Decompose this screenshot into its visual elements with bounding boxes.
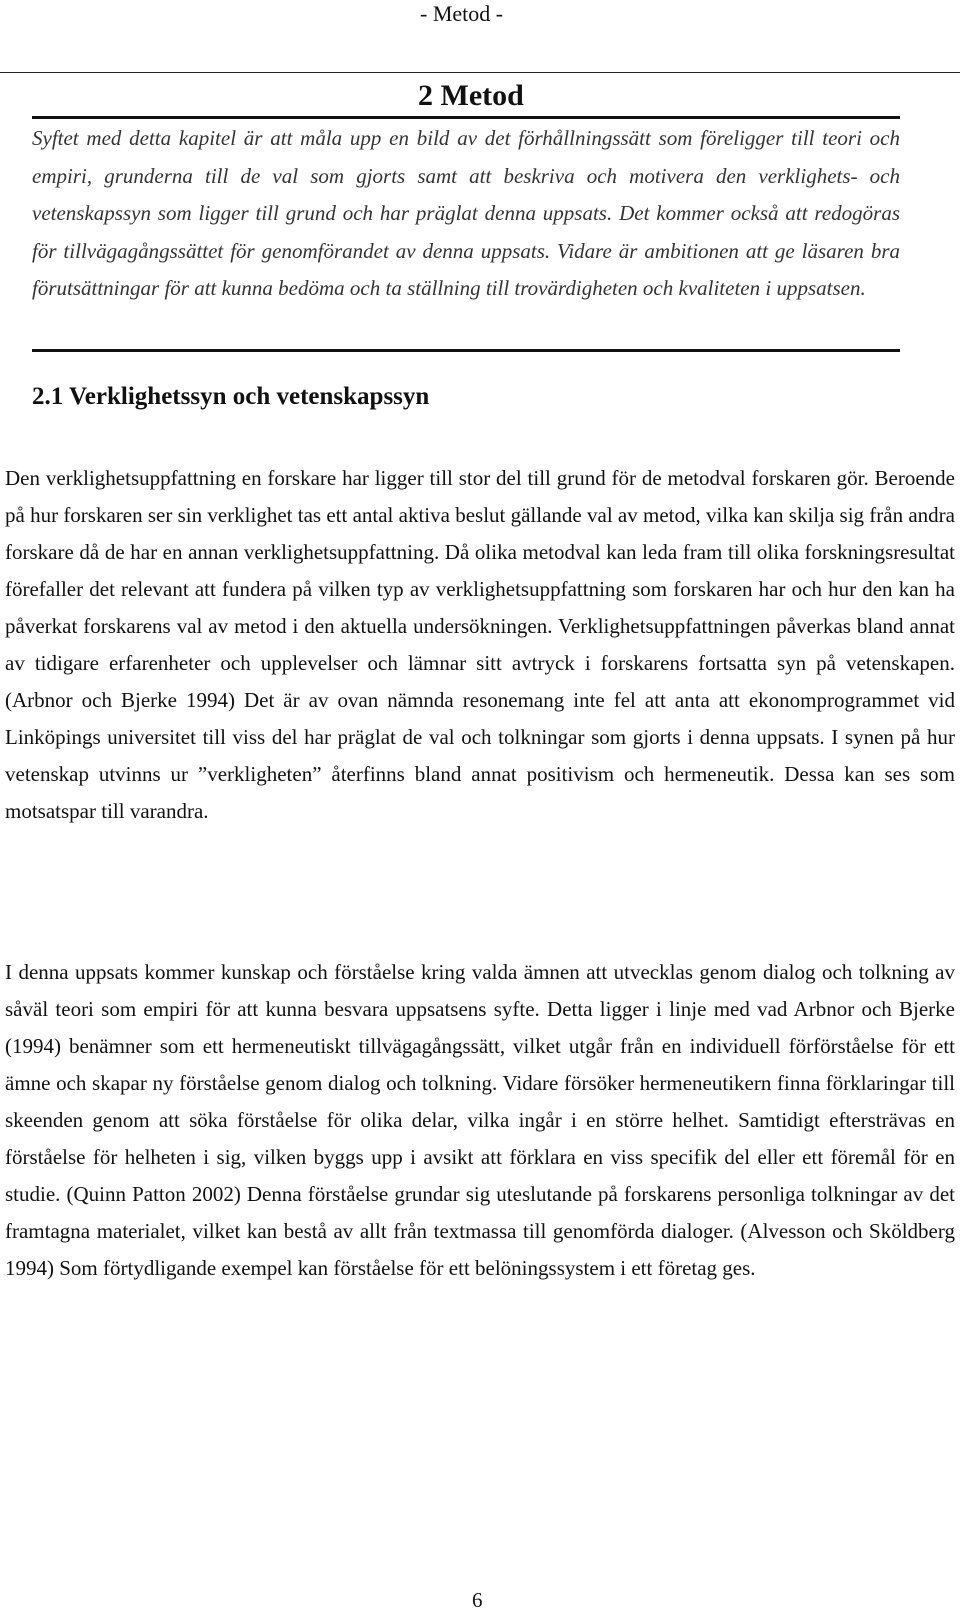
page-number: 6 <box>472 1588 483 1612</box>
body-paragraph-2: I denna uppsats kommer kunskap och förståelse kring valda ämnen att utvecklas genom dialog och tolkning av såväl teori som empiri för att kunna besvara uppsatsens syfte. Detta ligger i linje med vad Arbnor och Bjerke (1994) benämner som ett hermeneutiskt tillvägagångssätt, vilket utgår från en individuell förförståelse för ett ämne och skapar ny förståelse genom dialog och tolkning. Vidare försöker hermeneutikern finna förklaringar till skeenden genom att söka förståelse för olika delar, vilka ingår i en större helhet. Samtidigt eftersträvas en förståelse för helheten i sig, vilken byggs upp i avsikt att förklara en viss specifik del eller ett föremål för en studie. (Quinn Patton 2002) Denna förståelse grundar sig uteslutande på forskarens personliga tolkningar av det framtagna materialet, vilket kan bestå av allt från textmassa till genomförda dialoger. (Alvesson och Sköldberg 1994) Som förtydligande exempel kan förståelse för ett belöningssystem i ett företag ges. <box>5 960 955 1280</box>
section-title: 2.1 Verklighetssyn och vetenskapssyn <box>32 383 430 410</box>
header-rule <box>0 72 960 73</box>
body-paragraph-1: Den verklighetsuppfattning en forskare har ligger till stor del till grund för de metodval forskaren gör. Beroende på hur forskaren ser sin verklighet tas ett antal aktiva beslut gällande val av metod, vilka kan skilja sig från andra forskare då de har en annan verklighetsuppfattning. Då olika metodval kan leda fram till olika forskningsresultat förefaller det relevant att fundera på vilken typ av verklighetsuppfattning som forskaren har och hur den kan ha påverkat forskarens val av metod i den aktuella undersökningen. Verklighetsuppfattningen påverkas bland annat av tidigare erfarenheter och upplevelser och lämnar sitt avtryck i forskarens fortsatta syn på vetenskapen. (Arbnor och Bjerke 1994) Det är av ovan nämnda resonemang inte fel att anta att ekonomprogrammet vid Linköpings universitet till viss del har präglat de val och tolkningar som gjorts i denna uppsats. I synen på hur vetenskap utvinns ur ”verkligheten” återfinns bland annat positivism och hermeneutik. Dessa kan ses som motsatspar till varandra. <box>5 466 955 823</box>
abstract-rule-bottom <box>32 349 900 352</box>
chapter-title: 2 Metod <box>418 79 524 112</box>
abstract-rule-top <box>32 116 900 119</box>
chapter-abstract: Syftet med detta kapitel är att måla upp en bild av det förhållningssätt som föreligger till teori och empiri, grunderna till de val som gjorts samt att beskriva och motivera den verklighets- och vetenskapssyn som ligger till grund och har präglat denna uppsats. Det kommer också att redogöras för tillvägagångssättet för genomförandet av denna uppsats. Vidare är ambitionen att ge läsaren bra förutsättningar för att kunna bedöma och ta ställning till trovärdigheten och kvaliteten i uppsatsen. <box>32 126 900 300</box>
running-header: - Metod - <box>420 1 504 26</box>
